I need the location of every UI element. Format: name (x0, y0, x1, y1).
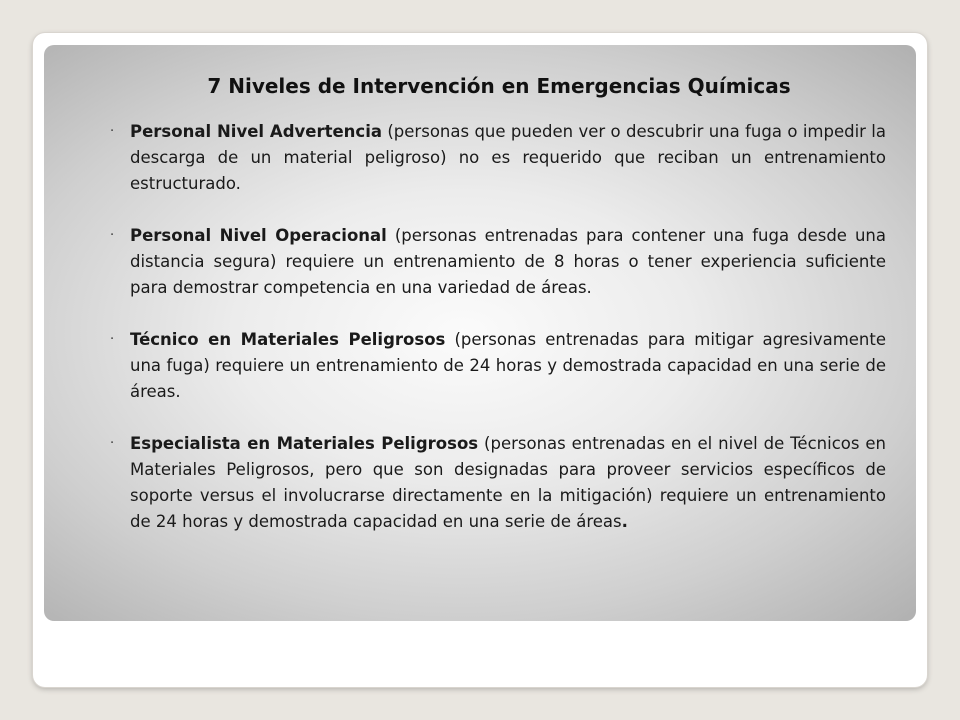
bullet-item-especialista (110, 431, 886, 535)
slide-title: 7 Niveles de Intervención en Emergencias Químicas (207, 74, 791, 98)
bullet-item-operacional (110, 223, 886, 301)
bullet-icon: · (110, 332, 115, 347)
bullet-icon: · (110, 124, 115, 139)
bullet-term: Técnico en Materiales Peligrosos (130, 330, 446, 349)
bullet-text: (personas entrenadas en el nivel de Técnicos en Materiales Peligrosos, pero que son designadas para proveer servicios específicos de soporte versus el involucrarse directamente en la mitigación) requiere un entrenamiento de 24 horas y demostrada capacidad en una serie de áreas (130, 434, 886, 531)
bullet-term: Personal Nivel Advertencia (130, 122, 382, 141)
bullet-item-advertencia (110, 119, 886, 197)
bullet-term: Especialista en Materiales Peligrosos (130, 434, 479, 453)
bullet-term: Personal Nivel Operacional (130, 226, 387, 245)
bullet-list (110, 119, 886, 535)
bullet-item-tecnico (110, 327, 886, 405)
bullet-text: (personas que pueden ver o descubrir una fuga o impedir la descarga de un material peligroso) no es requerido que reciban un entrenamiento estructurado. (130, 122, 887, 193)
content-panel (44, 45, 916, 621)
bullet-text: (personas entrenadas para mitigar agresivamente una fuga) requiere un entrenamiento de 24 horas y demostrada capacidad en una serie de áreas. (130, 330, 887, 401)
bullet-text: (personas entrenadas para contener una fuga desde una distancia segura) requiere un entrenamiento de 8 horas o tener experiencia suficiente para demostrar competencia en una variedad de áreas. (130, 226, 886, 297)
bullet-icon: · (110, 436, 115, 451)
bullet-icon: · (110, 228, 115, 243)
bullet-end-period: . (621, 512, 628, 531)
